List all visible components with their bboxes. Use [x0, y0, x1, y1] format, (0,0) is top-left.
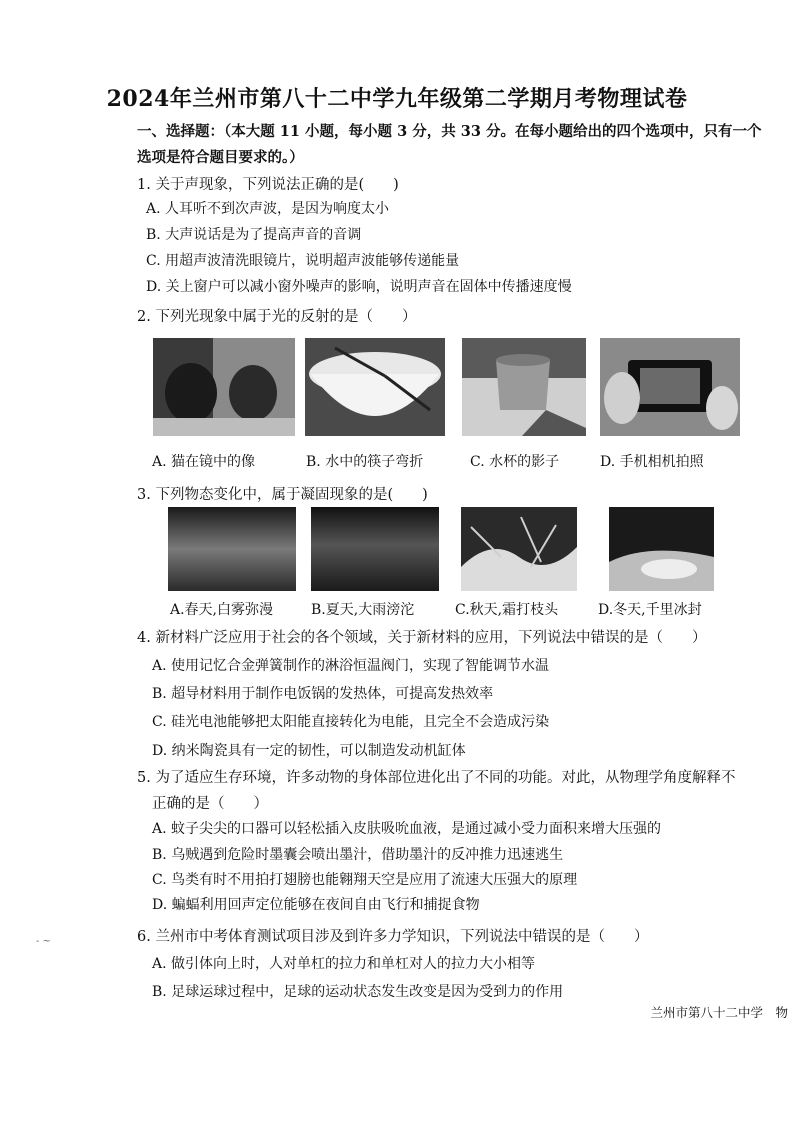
- q5-option-b: B. 乌贼遇到危险时墨囊会喷出墨汁，借助墨汁的反冲推力迅速逃生: [152, 847, 564, 863]
- spring-fog-photo: [168, 507, 296, 591]
- question-3-stem: 3. 下列物态变化中，属于凝固现象的是( ): [137, 487, 428, 503]
- cup-shadow-photo: [462, 338, 586, 436]
- q4-option-b: B. 超导材料用于制作电饭锅的发热体，可提高发热效率: [152, 686, 494, 702]
- q4-option-a: A. 使用记忆合金弹簧制作的淋浴恒温阀门，实现了智能调节水温: [152, 658, 550, 674]
- q2-caption-b: B. 水中的筷子弯折: [306, 454, 424, 470]
- phone-camera-photo: [600, 338, 740, 436]
- phone-camera-image: [600, 338, 740, 436]
- autumn-frost-image: [461, 507, 577, 591]
- q1-option-c: C. 用超声波清洗眼镜片，说明超声波能够传递能量: [146, 253, 460, 269]
- question-5-stem: 5. 为了适应生存环境，许多动物的身体部位进化出了不同的功能。对此，从物理学角度解释不: [137, 770, 736, 786]
- q3-caption-a: A.春天,白雾弥漫: [170, 602, 274, 618]
- q2-caption-a: A. 猫在镜中的像: [152, 454, 256, 470]
- cup-shadow-image: [462, 338, 586, 436]
- question-1-stem: 1. 关于声现象，下列说法正确的是( ): [137, 177, 399, 193]
- q1-option-d: D. 关上窗户可以减小窗外噪声的影响，说明声音在固体中传播速度慢: [146, 279, 572, 295]
- q3-caption-d: D.冬天,千里冰封: [598, 602, 702, 618]
- question-2-stem: 2. 下列光现象中属于光的反射的是（ ）: [137, 309, 417, 325]
- summer-rain-image: [311, 507, 439, 591]
- question-4-stem: 4. 新材料广泛应用于社会的各个领域，关于新材料的应用，下列说法中错误的是（ ）: [137, 630, 707, 646]
- q3-caption-c: C.秋天,霜打枝头: [455, 602, 559, 618]
- scan-mark: - ~: [36, 936, 51, 947]
- q5-option-d: D. 蝙蝠利用回声定位能够在夜间自由飞行和捕捉食物: [152, 897, 480, 913]
- chopstick-bowl-image: [305, 338, 445, 436]
- question-6-stem: 6. 兰州市中考体育测试项目涉及到许多力学知识，下列说法中错误的是（ ）: [137, 929, 649, 945]
- q5-option-c: C. 鸟类有时不用拍打翅膀也能翱翔天空是应用了流速大压强大的原理: [152, 872, 578, 888]
- winter-ice-image: [609, 507, 714, 591]
- cat-mirror-photo: [153, 338, 295, 436]
- q2-caption-d: D. 手机相机拍照: [600, 454, 704, 470]
- page-footer: 兰州市第八十二中学 物: [650, 1005, 788, 1020]
- winter-ice-photo: [609, 507, 714, 591]
- q1-option-b: B. 大声说话是为了提高声音的音调: [146, 227, 362, 243]
- summer-rain-photo: [311, 507, 439, 591]
- q4-option-c: C. 硅光电池能够把太阳能直接转化为电能，且完全不会造成污染: [152, 714, 550, 730]
- section-header: 一、选择题：（本大题 11 小题，每小题 3 分，共 33 分。在每小题给出的四个选项中，只有一个: [137, 123, 762, 140]
- autumn-frost-photo: [461, 507, 577, 591]
- q3-caption-b: B.夏天,大雨滂沱: [311, 602, 415, 618]
- section-header-cont: 选项是符合题目要求的。）: [137, 149, 304, 166]
- q6-option-a: A. 做引体向上时，人对单杠的拉力和单杠对人的拉力大小相等: [152, 956, 536, 972]
- chopstick-bowl-photo: [305, 338, 445, 436]
- q4-option-d: D. 纳米陶瓷具有一定的韧性，可以制造发动机缸体: [152, 743, 466, 759]
- exam-title: 2024年兰州市第八十二中学九年级第二学期月考物理试卷: [106, 86, 688, 112]
- q2-caption-c: C. 水杯的影子: [470, 454, 560, 470]
- question-5-stem-cont: 正确的是（ ）: [152, 796, 268, 812]
- spring-fog-image: [168, 507, 296, 591]
- q5-option-a: A. 蚊子尖尖的口器可以轻松插入皮肤吸吮血液，是通过减小受力面积来增大压强的: [152, 821, 662, 837]
- q1-option-a: A. 人耳听不到次声波，是因为响度太小: [146, 201, 390, 217]
- cat-mirror-image: [153, 338, 295, 436]
- q6-option-b: B. 足球运球过程中，足球的运动状态发生改变是因为受到力的作用: [152, 984, 564, 1000]
